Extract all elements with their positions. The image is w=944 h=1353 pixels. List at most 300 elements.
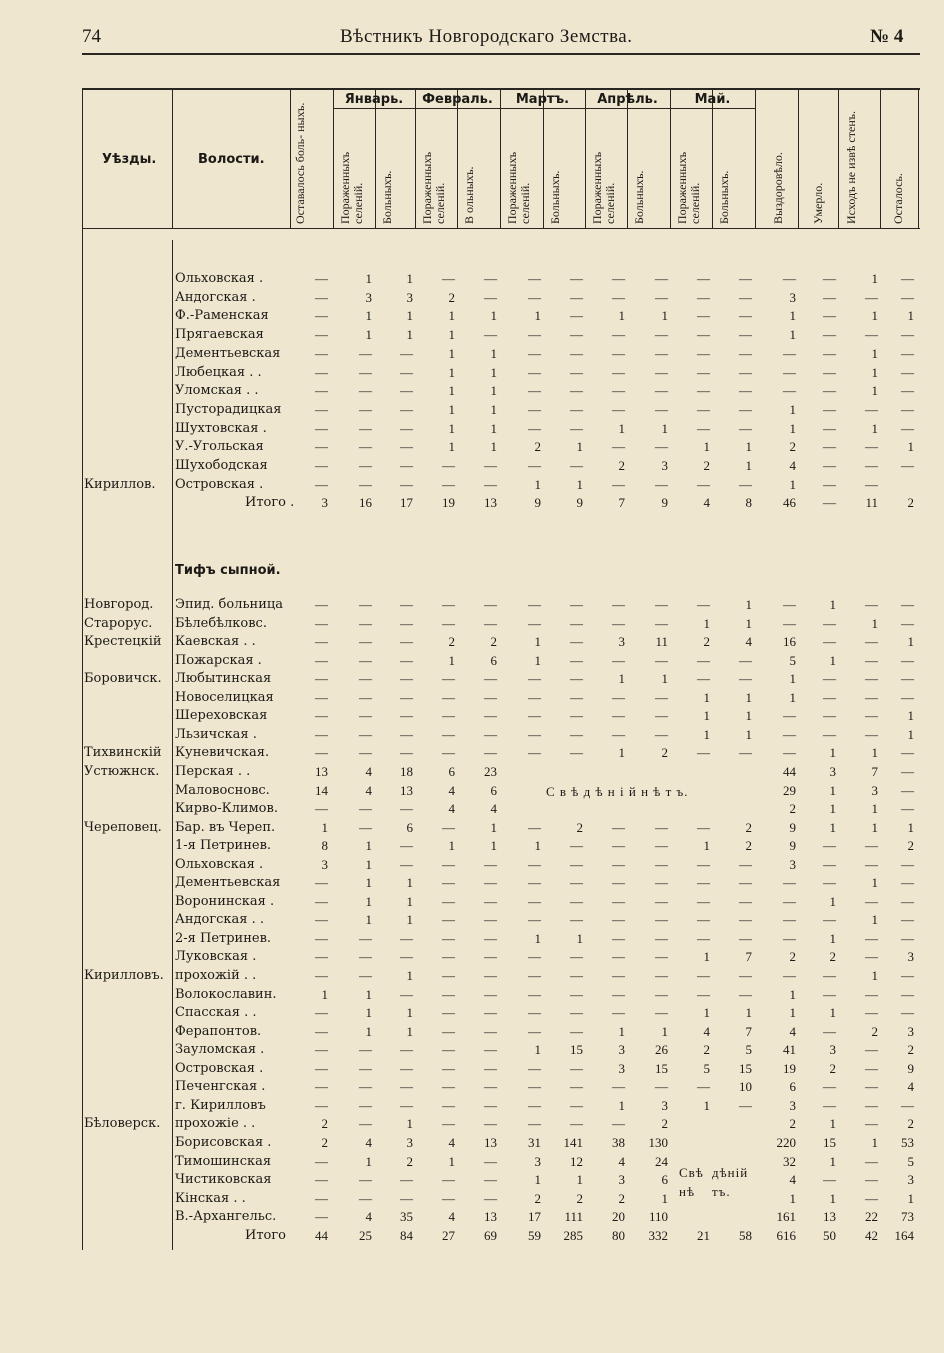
value-cell: —	[901, 615, 914, 631]
value-cell: 1	[789, 1005, 796, 1021]
value-cell: —	[697, 745, 710, 761]
volost-cell: Воронинская .	[175, 893, 275, 909]
value-cell: 2	[406, 1153, 413, 1169]
value-cell: —	[528, 912, 541, 928]
value-cell: —	[655, 271, 668, 286]
value-cell: 1	[661, 1190, 668, 1206]
value-cell: 19	[783, 1060, 796, 1076]
value-cell: —	[315, 1023, 328, 1039]
value-cell: 1	[703, 1097, 710, 1113]
value-cell: —	[823, 401, 836, 417]
value-cell: —	[570, 838, 583, 854]
value-cell: 1	[490, 420, 497, 436]
col-ishod: Исходъ не извѣ стенъ.	[844, 111, 858, 224]
col-umerlo: Умерло.	[811, 182, 825, 224]
column-rule	[333, 88, 334, 228]
value-cell: —	[315, 912, 328, 928]
value-cell: 1	[871, 875, 878, 891]
value-cell: 7	[618, 495, 625, 511]
column-rule	[375, 88, 376, 228]
value-cell: 1	[365, 856, 372, 872]
value-cell: 2	[789, 1116, 796, 1132]
volost-cell: Шереховская	[175, 708, 268, 724]
value-cell: 73	[901, 1209, 914, 1225]
table-row	[0, 1023, 944, 1041]
value-cell: —	[865, 597, 878, 612]
value-cell: —	[359, 652, 372, 668]
value-cell: —	[697, 986, 710, 1002]
value-cell: —	[901, 1097, 914, 1113]
value-cell: —	[484, 476, 497, 492]
value-cell: 1	[661, 308, 668, 324]
value-cell: 1	[907, 634, 914, 650]
value-cell: —	[442, 1005, 455, 1021]
value-cell: —	[400, 420, 413, 436]
value-cell: 27	[442, 1227, 455, 1243]
merge-note-bel-a: Свѣ нѣ	[679, 1165, 704, 1199]
value-cell: 2	[618, 1190, 625, 1206]
value-cell: —	[823, 689, 836, 705]
value-cell: —	[865, 930, 878, 946]
table-row	[0, 670, 944, 688]
value-cell: 3	[789, 289, 796, 305]
value-cell: 5	[789, 652, 796, 668]
value-cell: 2	[321, 1116, 328, 1132]
value-cell: —	[442, 986, 455, 1002]
value-cell: 1	[448, 364, 455, 380]
value-cell: 1	[745, 458, 752, 473]
value-cell: 18	[400, 763, 413, 779]
value-cell: 1	[789, 476, 796, 492]
value-cell: —	[359, 1042, 372, 1058]
value-cell: —	[783, 912, 796, 928]
value-cell: —	[359, 420, 372, 436]
value-cell: —	[655, 476, 668, 492]
value-cell: —	[400, 652, 413, 668]
value-cell: —	[315, 458, 328, 473]
value-cell: —	[442, 615, 455, 631]
volost-cell: Уломская . .	[175, 383, 259, 399]
column-rule	[172, 88, 173, 228]
table-row	[0, 967, 944, 985]
value-cell: 3	[618, 1060, 625, 1076]
value-cell: —	[315, 1079, 328, 1095]
value-cell: 1	[871, 345, 878, 361]
value-cell: —	[484, 1060, 497, 1076]
value-cell: 14	[315, 782, 328, 798]
value-cell: —	[570, 327, 583, 343]
value-cell: —	[865, 986, 878, 1002]
value-cell: —	[612, 476, 625, 492]
value-cell: —	[901, 289, 914, 305]
value-cell: —	[400, 838, 413, 854]
value-cell: 1	[618, 308, 625, 324]
value-cell: —	[359, 726, 372, 742]
value-cell: —	[570, 689, 583, 705]
value-cell: —	[697, 671, 710, 687]
value-cell: 2	[490, 634, 497, 650]
value-cell: 285	[563, 1227, 583, 1243]
table-row	[0, 1115, 944, 1133]
value-cell: 220	[776, 1134, 796, 1150]
column-rule	[918, 88, 919, 228]
value-cell: 4	[789, 1023, 796, 1039]
value-cell: 1	[789, 401, 796, 417]
volost-cell: г. Кирилловъ	[175, 1097, 266, 1113]
value-cell: 110	[648, 1209, 668, 1225]
table-row	[0, 1134, 944, 1152]
value-cell: —	[655, 689, 668, 705]
value-cell: —	[484, 968, 497, 983]
value-cell: —	[359, 801, 372, 817]
table-row	[0, 763, 944, 781]
value-cell: —	[528, 875, 541, 891]
value-cell: 1	[789, 327, 796, 343]
value-cell: 3	[789, 856, 796, 872]
value-cell: 1	[490, 364, 497, 380]
value-cell: —	[739, 476, 752, 492]
table-row	[0, 707, 944, 725]
value-cell: 13	[315, 763, 328, 779]
value-cell: —	[359, 671, 372, 687]
value-cell: 9	[661, 495, 668, 511]
value-cell: 15	[823, 1134, 836, 1150]
value-cell: —	[528, 615, 541, 631]
value-cell: —	[697, 819, 710, 835]
value-cell: —	[783, 615, 796, 631]
value-cell: —	[315, 1153, 328, 1169]
value-cell: —	[315, 726, 328, 742]
value-cell: —	[783, 345, 796, 361]
value-cell: —	[528, 383, 541, 399]
value-cell: 13	[484, 1134, 497, 1150]
value-cell: —	[901, 597, 914, 612]
table-row	[0, 1078, 944, 1096]
value-cell: —	[739, 671, 752, 687]
table-row	[0, 726, 944, 744]
table-row	[0, 1153, 944, 1171]
table-row	[0, 837, 944, 855]
value-cell: —	[442, 1023, 455, 1039]
value-cell: 1	[448, 383, 455, 399]
value-cell: —	[484, 949, 497, 965]
value-cell: —	[442, 893, 455, 909]
value-cell: —	[315, 930, 328, 946]
value-cell: 3	[829, 1042, 836, 1058]
col-ostalos: Осталось.	[891, 173, 905, 224]
value-cell: 1	[406, 271, 413, 286]
value-cell: —	[528, 893, 541, 909]
value-cell: —	[865, 458, 878, 473]
value-cell: —	[570, 912, 583, 928]
value-cell: 3	[907, 1023, 914, 1039]
value-cell: —	[315, 1209, 328, 1225]
value-cell: —	[901, 420, 914, 436]
value-cell: —	[484, 1116, 497, 1132]
value-cell: —	[400, 856, 413, 872]
value-cell: 3	[618, 1042, 625, 1058]
uezd-cell: Тихвинскій	[84, 745, 162, 761]
value-cell: 1	[448, 420, 455, 436]
value-cell: —	[570, 364, 583, 380]
value-cell: —	[400, 345, 413, 361]
value-cell: —	[442, 671, 455, 687]
value-cell: —	[612, 652, 625, 668]
value-cell: —	[400, 458, 413, 473]
issue-number: № 4	[870, 26, 904, 47]
value-cell: —	[655, 289, 668, 305]
col-sub: Пораженныхъ селеній.	[420, 151, 447, 224]
value-cell: —	[655, 1005, 668, 1021]
value-cell: 161	[776, 1209, 796, 1225]
value-cell: —	[400, 439, 413, 455]
value-cell: —	[400, 1097, 413, 1113]
value-cell: 19	[442, 495, 455, 511]
value-cell: —	[823, 327, 836, 343]
value-cell: —	[528, 327, 541, 343]
volost-cell: Волокославин.	[175, 986, 277, 1002]
value-cell: 53	[901, 1134, 914, 1150]
value-cell: —	[865, 1172, 878, 1188]
volost-cell: Эпид. больница	[175, 597, 283, 612]
value-cell: —	[528, 1060, 541, 1076]
value-cell: —	[570, 1023, 583, 1039]
value-cell: —	[655, 652, 668, 668]
value-cell: —	[823, 345, 836, 361]
value-cell: 2	[661, 1116, 668, 1132]
value-cell: —	[823, 634, 836, 650]
value-cell: —	[865, 949, 878, 965]
value-cell: —	[739, 968, 752, 983]
value-cell: 16	[359, 495, 372, 511]
value-cell: —	[484, 856, 497, 872]
value-cell: 1	[406, 1023, 413, 1039]
value-cell: —	[315, 271, 328, 286]
value-cell: —	[697, 856, 710, 872]
value-cell: 4	[490, 801, 497, 817]
table-row	[0, 948, 944, 966]
value-cell: —	[528, 271, 541, 286]
value-cell: —	[484, 726, 497, 742]
value-cell: —	[442, 745, 455, 761]
value-cell: —	[400, 1172, 413, 1188]
value-cell: 1	[448, 401, 455, 417]
value-cell: —	[570, 875, 583, 891]
value-cell: —	[528, 949, 541, 965]
value-cell: —	[901, 401, 914, 417]
value-cell: —	[528, 364, 541, 380]
value-cell: —	[865, 1042, 878, 1058]
value-cell: 1	[406, 1116, 413, 1132]
value-cell: —	[823, 1172, 836, 1188]
value-cell: 1	[576, 930, 583, 946]
value-cell: —	[528, 1097, 541, 1113]
value-cell: 29	[783, 782, 796, 798]
volost-cell: Тимошинская	[175, 1153, 272, 1169]
month-group-header: Мартъ.	[515, 92, 570, 107]
column-rule	[880, 88, 881, 228]
value-cell: 1	[829, 1190, 836, 1206]
month-group-header: Май.	[694, 92, 731, 107]
value-cell: 1	[534, 634, 541, 650]
value-cell: —	[570, 271, 583, 286]
col-sub: Пораженныхъ селеній.	[675, 151, 702, 224]
volost-cell: Итого .	[245, 495, 295, 511]
value-cell: 50	[823, 1227, 836, 1243]
table-row	[0, 615, 944, 633]
value-cell: 1	[365, 893, 372, 909]
value-cell: 21	[697, 1227, 710, 1243]
value-cell: —	[823, 726, 836, 742]
value-cell: 2	[789, 439, 796, 455]
value-cell: 41	[783, 1042, 796, 1058]
value-cell: —	[612, 708, 625, 724]
value-cell: —	[612, 383, 625, 399]
value-cell: 1	[534, 476, 541, 492]
value-cell: 84	[400, 1227, 413, 1243]
value-cell: —	[442, 1079, 455, 1095]
value-cell: 3	[829, 763, 836, 779]
value-cell: 31	[528, 1134, 541, 1150]
value-cell: —	[484, 708, 497, 724]
value-cell: —	[400, 986, 413, 1002]
value-cell: 1	[661, 671, 668, 687]
value-cell: 1	[365, 308, 372, 324]
value-cell: —	[528, 819, 541, 835]
value-cell: —	[570, 289, 583, 305]
value-cell: —	[359, 383, 372, 399]
value-cell: —	[612, 930, 625, 946]
volost-cell: прохожіе . .	[175, 1116, 256, 1132]
volost-cell: Бѣлебѣлковс.	[175, 615, 267, 631]
value-cell: —	[783, 597, 796, 612]
value-cell: 17	[400, 495, 413, 511]
value-cell: 1	[829, 652, 836, 668]
value-cell: —	[697, 893, 710, 909]
value-cell: —	[570, 420, 583, 436]
value-cell: —	[400, 364, 413, 380]
value-cell: —	[484, 327, 497, 343]
value-cell: 3	[907, 1172, 914, 1188]
value-cell: —	[655, 875, 668, 891]
value-cell: 1	[490, 838, 497, 854]
table-row	[0, 874, 944, 892]
value-cell: 26	[655, 1042, 668, 1058]
value-cell: —	[865, 671, 878, 687]
value-cell: —	[655, 856, 668, 872]
value-cell: 141	[563, 1134, 583, 1150]
value-cell: —	[655, 968, 668, 983]
value-cell: 1	[534, 838, 541, 854]
value-cell: —	[739, 856, 752, 872]
value-cell: —	[612, 986, 625, 1002]
value-cell: 1	[907, 308, 914, 324]
volost-cell: Ф.-Раменская	[175, 308, 269, 324]
value-cell: 4	[365, 763, 372, 779]
value-cell: —	[484, 875, 497, 891]
value-cell: 6	[490, 782, 497, 798]
value-cell: 1	[534, 308, 541, 324]
value-cell: 11	[655, 634, 668, 650]
column-rule	[500, 88, 501, 228]
value-cell: 1	[871, 420, 878, 436]
value-cell: —	[359, 364, 372, 380]
value-cell: —	[655, 383, 668, 399]
value-cell: —	[400, 949, 413, 965]
value-cell: 9	[534, 495, 541, 511]
value-cell: —	[315, 476, 328, 492]
value-cell: 1	[871, 271, 878, 286]
value-cell: 1	[534, 1172, 541, 1188]
value-cell: 1	[534, 652, 541, 668]
value-cell: 44	[315, 1227, 328, 1243]
value-cell: —	[901, 912, 914, 928]
value-cell: 2	[534, 1190, 541, 1206]
value-cell: —	[612, 726, 625, 742]
value-cell: —	[484, 689, 497, 705]
value-cell: 6	[661, 1172, 668, 1188]
value-cell: 58	[739, 1227, 752, 1243]
table-row	[0, 1097, 944, 1115]
value-cell: —	[697, 1079, 710, 1095]
value-cell: 4	[448, 782, 455, 798]
value-cell: 13	[484, 1209, 497, 1225]
value-cell: 15	[570, 1042, 583, 1058]
value-cell: —	[783, 968, 796, 983]
value-cell: 1	[745, 439, 752, 455]
value-cell: 1	[871, 1134, 878, 1150]
value-cell: 13	[400, 782, 413, 798]
value-cell: —	[315, 634, 328, 650]
value-cell: —	[442, 930, 455, 946]
value-cell: —	[528, 726, 541, 742]
value-cell: —	[697, 271, 710, 286]
value-cell: 1	[703, 726, 710, 742]
value-cell: —	[865, 1079, 878, 1095]
value-cell: 1	[576, 476, 583, 492]
value-cell: —	[315, 652, 328, 668]
value-cell: —	[528, 401, 541, 417]
table-row	[0, 782, 944, 800]
column-rule	[415, 88, 416, 228]
value-cell: 2	[703, 1042, 710, 1058]
value-cell: —	[655, 986, 668, 1002]
value-cell: 1	[703, 615, 710, 631]
value-cell: 32	[783, 1153, 796, 1169]
value-cell: 1	[829, 801, 836, 817]
value-cell: 1	[365, 912, 372, 928]
value-cell: —	[400, 401, 413, 417]
value-cell: —	[901, 745, 914, 761]
value-cell: 1	[907, 439, 914, 455]
value-cell: —	[697, 345, 710, 361]
value-cell: —	[359, 439, 372, 455]
value-cell: —	[359, 597, 372, 612]
value-cell: —	[315, 801, 328, 817]
value-cell: —	[570, 615, 583, 631]
value-cell: —	[739, 401, 752, 417]
value-cell: —	[484, 1097, 497, 1113]
value-cell: —	[315, 420, 328, 436]
column-rule	[838, 88, 839, 228]
value-cell: —	[570, 383, 583, 399]
value-cell: —	[315, 327, 328, 343]
value-cell: —	[528, 968, 541, 983]
value-cell: —	[901, 364, 914, 380]
value-cell: —	[400, 615, 413, 631]
value-cell: 1	[745, 689, 752, 705]
col-sub: Больныхъ.	[380, 170, 394, 224]
